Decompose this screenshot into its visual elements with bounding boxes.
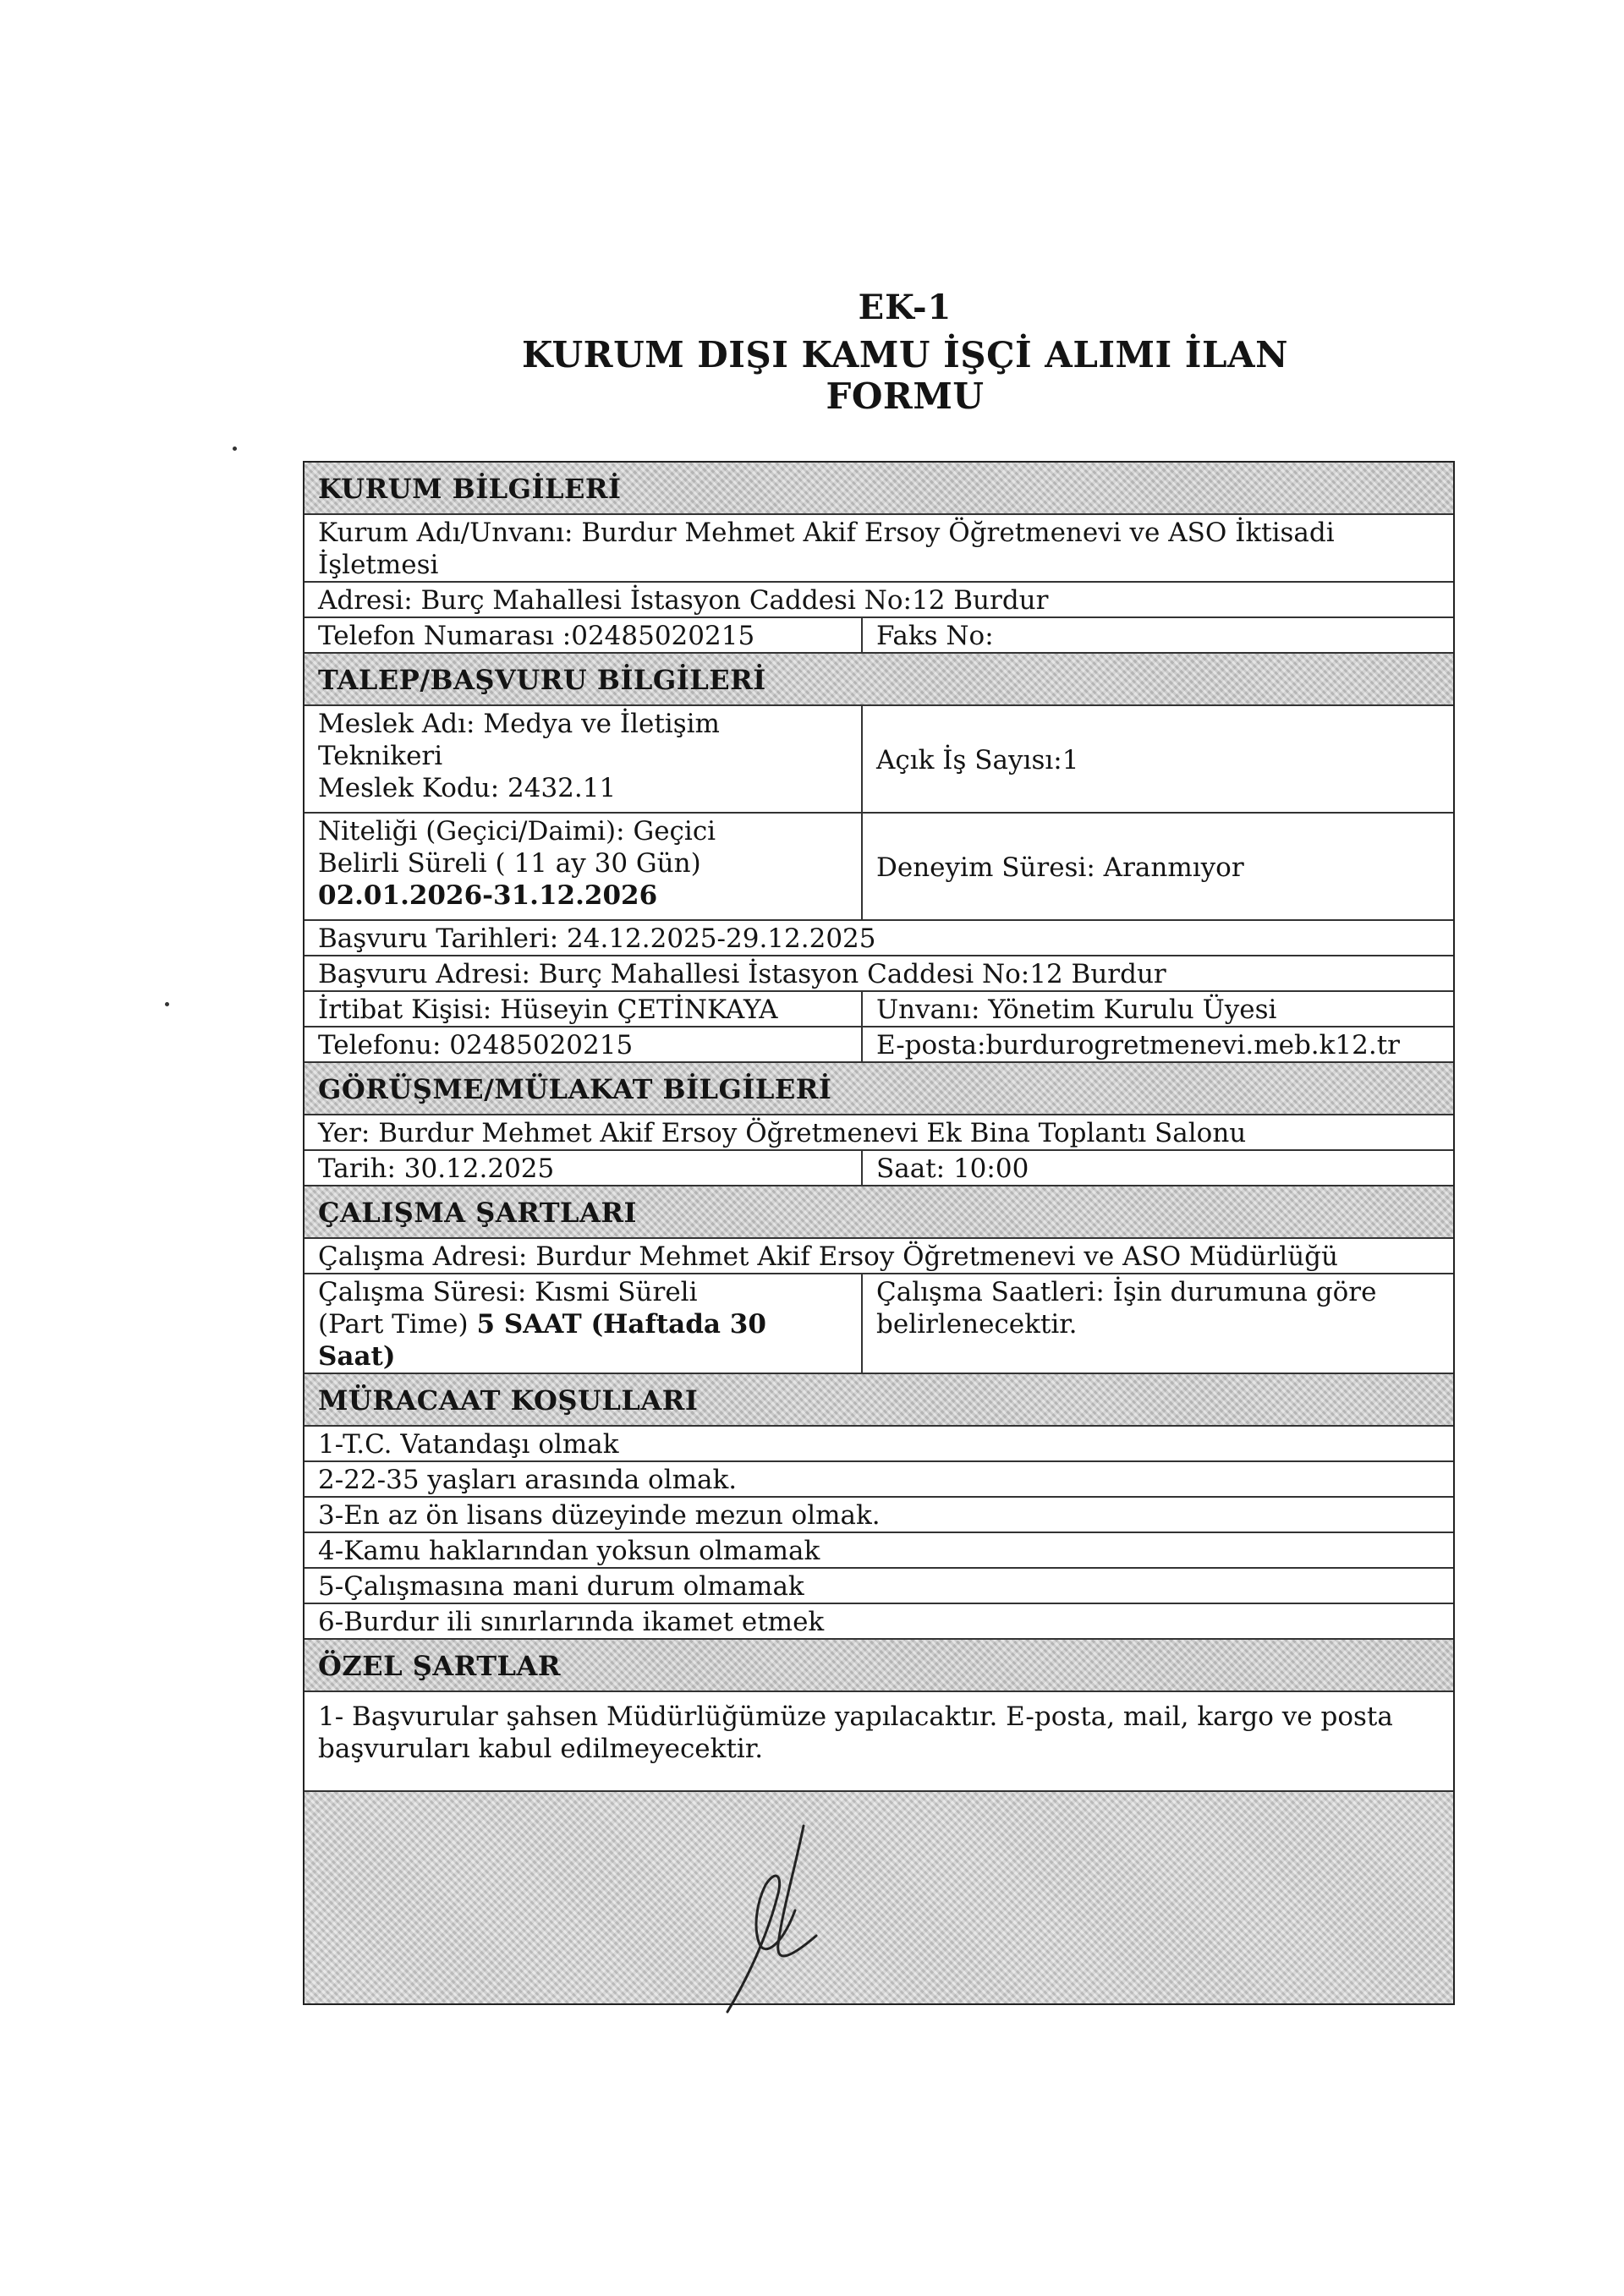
kosul-row: 4-Kamu haklarından yoksun olmamak — [304, 1533, 1453, 1569]
basvuru-tarihleri-row — [304, 921, 1453, 956]
gorusme-tarih: Tarih: 30.12.2025 — [304, 1151, 863, 1185]
kurum-telefon: Telefon Numarası :02485020215 — [304, 618, 863, 652]
kurum-telefon-row — [304, 618, 1453, 654]
gorusme-yer-row — [304, 1115, 1453, 1151]
gorusme-saat: Saat: 10:00 — [876, 1153, 1029, 1184]
title-block — [457, 288, 1353, 417]
form-title: KURUM DIŞI KAMU İŞÇİ ALIMI İLAN FORMU — [522, 334, 1288, 417]
section-header-kurum: KURUM BİLGİLERİ — [304, 463, 1453, 515]
irtibat-eposta: E-posta:burdurogretmenevi.meb.k12.tr — [876, 1030, 1401, 1060]
acik-is-sayisi: Açık İş Sayısı:1 — [876, 744, 1079, 775]
nitelik: Niteliği (Geçici/Daimi): Geçici — [318, 816, 716, 847]
irtibat-row — [304, 992, 1453, 1027]
basvuru-tarihleri: Başvuru Tarihleri: 24.12.2025-29.12.2025 — [318, 923, 876, 954]
part-time-label: (Part Time) — [318, 1309, 477, 1340]
nitelik-row — [304, 814, 1453, 921]
announcement-form — [303, 461, 1455, 2005]
section-header-gorusme: GÖRÜŞME/MÜLAKAT BİLGİLERİ — [304, 1063, 1453, 1115]
meslek-adi: Meslek Adı: Medya ve İletişim Teknikeri — [318, 709, 720, 771]
ozel-sart-1: 1- Başvurular şahsen Müdürlüğümüze yapılacaktır. E-posta, mail, kargo ve posta başvuruları kabul edilmeyecektir. — [318, 1701, 1393, 1764]
calisma-adres-row — [304, 1239, 1453, 1274]
gorusme-yeri: Yer: Burdur Mehmet Akif Ersoy Öğretmenevi Ek Bina Toplantı Salonu — [318, 1118, 1247, 1148]
sozlesme-tarihleri: 02.01.2026-31.12.2026 — [318, 880, 658, 911]
basvuru-adresi: Başvuru Adresi: Burç Mahallesi İstasyon Caddesi No:12 Burdur — [318, 959, 1166, 989]
calisma-sure-row — [304, 1274, 1453, 1374]
kurum-adi-row — [304, 515, 1453, 583]
handwritten-signature — [677, 1817, 897, 2020]
ozel-sart-row — [304, 1692, 1453, 1792]
haftalik-saat: 5 SAAT (Haftada 30 Saat) — [318, 1309, 766, 1372]
kosul-row: 3-En az ön lisans düzeyinde mezun olmak. — [304, 1498, 1453, 1533]
deneyim-suresi: Deneyim Süresi: Aranmıyor — [876, 852, 1244, 883]
kosul-row: 2-22-35 yaşları arasında olmak. — [304, 1462, 1453, 1498]
section-header-talep: TALEP/BAŞVURU BİLGİLERİ — [304, 654, 1453, 706]
meslek-kodu: Meslek Kodu: 2432.11 — [318, 773, 617, 803]
section-header-muracaat: MÜRACAAT KOŞULLARI — [304, 1374, 1453, 1427]
belirli-sure: Belirli Süreli ( 11 ay 30 Gün) — [318, 848, 701, 879]
form-code: EK-1 — [858, 288, 952, 327]
gorusme-zaman-row — [304, 1151, 1453, 1186]
kurum-adres: Adresi: Burç Mahallesi İstasyon Caddesi No:12 Burdur — [318, 585, 1049, 616]
irtibat-kisisi: İrtibat Kişisi: Hüseyin ÇETİNKAYA — [304, 992, 863, 1026]
section-header-ozel: ÖZEL ŞARTLAR — [304, 1640, 1453, 1692]
scan-speck — [233, 447, 237, 451]
calisma-suresi: Çalışma Süresi: Kısmi Süreli — [318, 1277, 698, 1307]
kosul-row: 6-Burdur ili sınırlarında ikamet etmek — [304, 1604, 1453, 1640]
kurum-adi: Kurum Adı/Unvanı: Burdur Mehmet Akif Ersoy Öğretmenevi ve ASO İktisadi İşletmesi — [318, 518, 1335, 580]
irtibat-telefon: Telefonu: 02485020215 — [304, 1027, 863, 1061]
kurum-adres-row — [304, 583, 1453, 618]
kosul-row: 5-Çalışmasına mani durum olmamak — [304, 1569, 1453, 1604]
scan-speck — [165, 1002, 169, 1006]
kosul-row: 1-T.C. Vatandaşı olmak — [304, 1427, 1453, 1462]
signature-area — [304, 1792, 1453, 2003]
meslek-row — [304, 706, 1453, 814]
kurum-faks: Faks No: — [876, 621, 994, 651]
section-header-calisma: ÇALIŞMA ŞARTLARI — [304, 1186, 1453, 1239]
calisma-saatleri: Çalışma Saatleri: İşin durumuna göre belirlenecektir. — [876, 1277, 1377, 1340]
basvuru-adresi-row — [304, 956, 1453, 992]
iletisim-row — [304, 1027, 1453, 1063]
irtibat-unvan: Unvanı: Yönetim Kurulu Üyesi — [876, 995, 1277, 1025]
calisma-adresi: Çalışma Adresi: Burdur Mehmet Akif Ersoy Öğretmenevi ve ASO Müdürlüğü — [318, 1241, 1338, 1272]
